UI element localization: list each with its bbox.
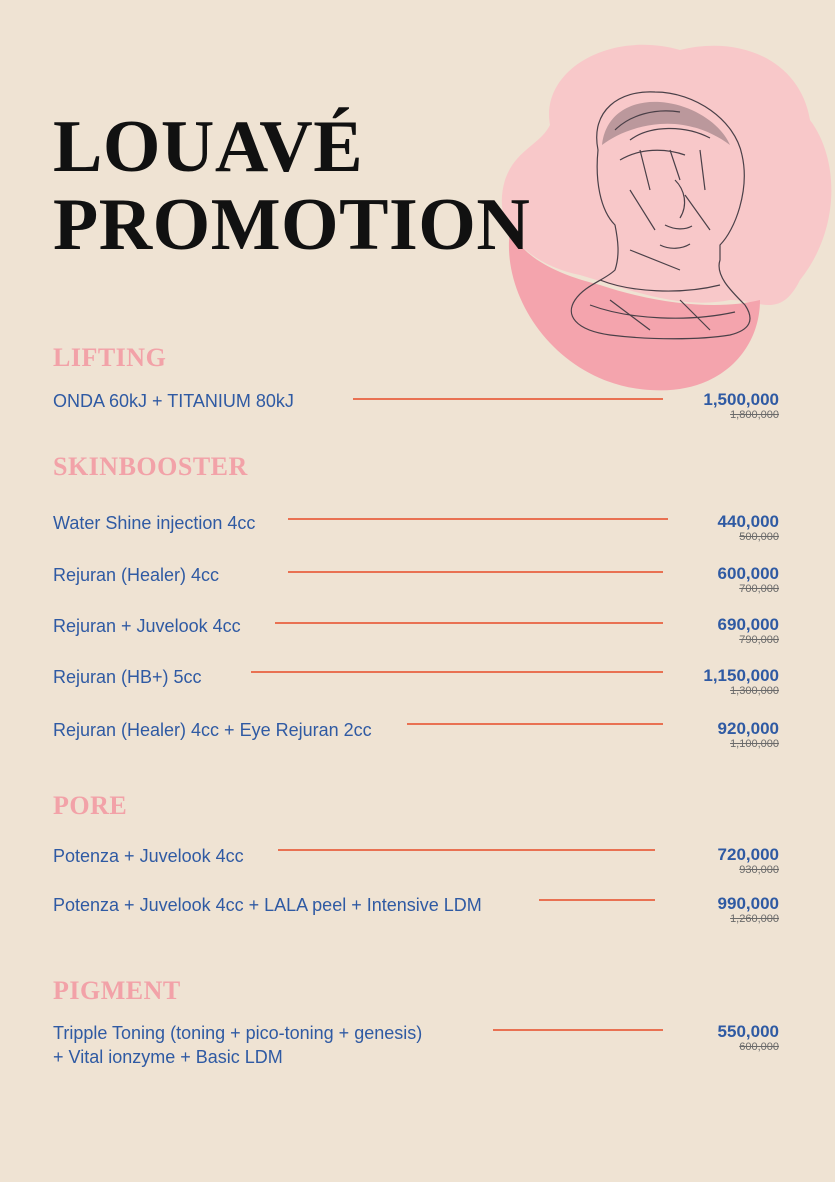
item-price: 550,000 — [717, 1022, 779, 1041]
item-old-price: 930,000 — [739, 864, 779, 876]
item-name: Potenza + Juvelook 4cc — [53, 846, 244, 866]
title-line-2: PROMOTION — [53, 184, 531, 266]
item-price: 920,000 — [717, 719, 779, 738]
item-price: 690,000 — [717, 615, 779, 634]
item-price: 1,150,000 — [703, 666, 779, 685]
item-old-price: 1,300,000 — [730, 685, 779, 697]
item-name: Water Shine injection 4cc — [53, 513, 256, 533]
menu-item — [53, 614, 779, 654]
item-name — [53, 1021, 422, 1069]
section-heading-skinbooster: SKINBOOSTER — [53, 452, 248, 481]
item-price: 600,000 — [717, 564, 779, 583]
item-price: 1,500,000 — [703, 390, 779, 409]
classical-statue-bust-icon — [480, 30, 835, 400]
menu-item — [53, 563, 779, 603]
item-old-price: 500,000 — [739, 531, 779, 543]
item-name: Potenza + Juvelook 4cc + LALA peel + Intensive LDM — [53, 895, 482, 915]
menu-item — [53, 389, 779, 429]
item-name: Rejuran + Juvelook 4cc — [53, 616, 241, 636]
menu-item — [53, 893, 779, 933]
item-price: 990,000 — [717, 894, 779, 913]
menu-item — [53, 844, 779, 884]
leader-line — [288, 571, 663, 573]
item-name: Rejuran (Healer) 4cc + Eye Rejuran 2cc — [53, 720, 372, 740]
item-old-price: 1,260,000 — [730, 913, 779, 925]
item-price: 720,000 — [717, 845, 779, 864]
menu-item — [53, 1021, 779, 1071]
section-heading-pigment: PIGMENT — [53, 976, 181, 1005]
page-title — [53, 108, 530, 264]
leader-line — [407, 723, 663, 725]
item-old-price: 700,000 — [739, 583, 779, 595]
item-name: Rejuran (Healer) 4cc — [53, 565, 220, 585]
leader-line — [275, 622, 663, 624]
leader-line — [278, 849, 655, 851]
leader-line — [251, 671, 663, 673]
item-price: 440,000 — [717, 512, 779, 531]
leader-line — [288, 518, 668, 520]
section-heading-lifting: LIFTING — [53, 343, 167, 372]
leader-line — [539, 899, 655, 901]
item-name: Rejuran (HB+) 5cc — [53, 667, 202, 687]
leader-line — [353, 398, 663, 400]
decorative-blob — [480, 30, 835, 400]
item-name: ONDA 60kJ + TITANIUM 80kJ — [53, 391, 294, 411]
item-old-price: 600,000 — [739, 1041, 779, 1053]
menu-item — [53, 718, 779, 758]
title-line-1: LOUAVÉ — [53, 106, 364, 188]
item-old-price: 1,800,000 — [730, 409, 779, 421]
menu-item — [53, 511, 779, 551]
item-name-line-1: Tripple Toning (toning + pico-toning + genesis) — [53, 1023, 423, 1043]
item-old-price: 1,100,000 — [730, 738, 779, 750]
item-old-price: 790,000 — [739, 634, 779, 646]
section-heading-pore: PORE — [53, 791, 128, 820]
item-name-line-2: + Vital ionzyme + Basic LDM — [53, 1047, 283, 1067]
menu-item — [53, 665, 779, 705]
leader-line — [493, 1029, 663, 1031]
